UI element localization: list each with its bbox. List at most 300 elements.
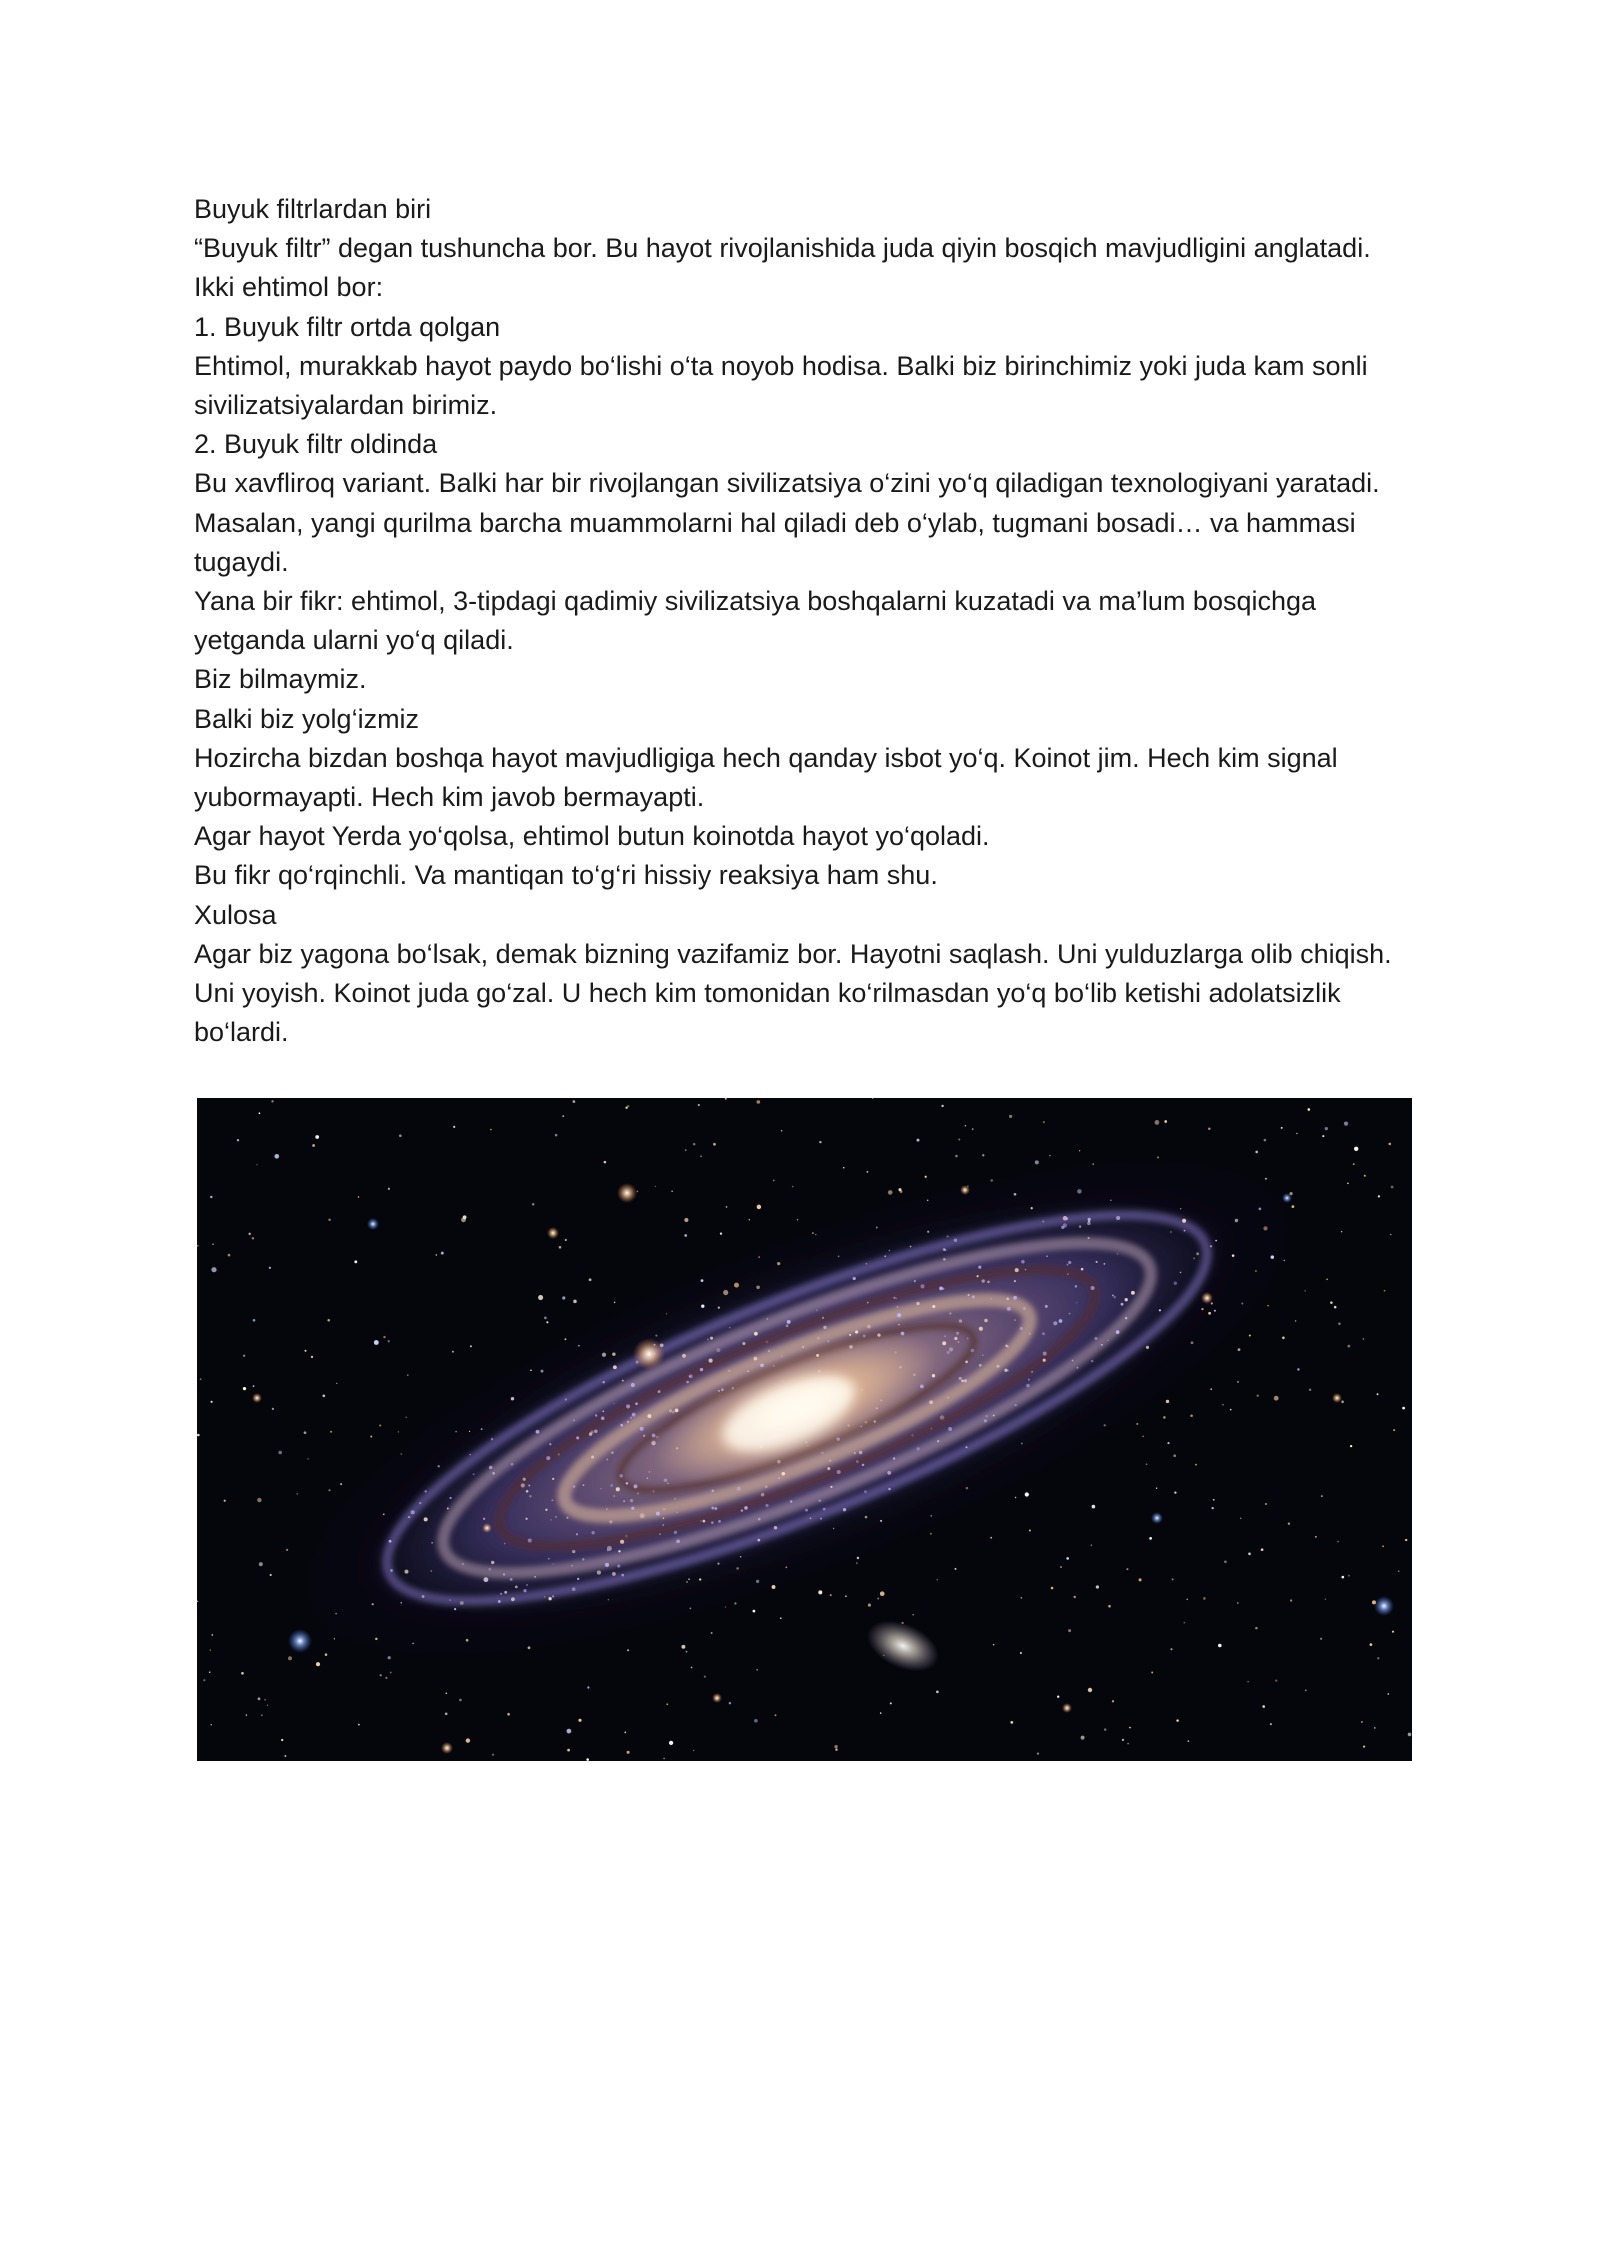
star bbox=[1224, 1561, 1227, 1564]
disc-star bbox=[897, 1313, 901, 1317]
disc-star bbox=[489, 1466, 493, 1470]
star bbox=[1391, 1186, 1394, 1189]
disc-star bbox=[1091, 1360, 1094, 1363]
star bbox=[573, 1300, 577, 1304]
disc-star bbox=[942, 1341, 946, 1345]
disc-star bbox=[816, 1354, 819, 1357]
disc-star bbox=[572, 1587, 576, 1591]
disc-star bbox=[761, 1493, 764, 1496]
star bbox=[565, 1239, 567, 1241]
star bbox=[257, 1498, 261, 1502]
disc-star bbox=[1069, 1313, 1071, 1315]
disc-star bbox=[1023, 1307, 1026, 1310]
star bbox=[559, 1246, 562, 1249]
disc-star bbox=[939, 1287, 943, 1291]
star bbox=[1230, 1409, 1232, 1411]
star bbox=[307, 1458, 308, 1459]
star bbox=[573, 1100, 576, 1103]
star bbox=[446, 1693, 448, 1695]
star bbox=[756, 1100, 760, 1104]
star bbox=[955, 1568, 957, 1570]
disc-star bbox=[548, 1558, 550, 1560]
star bbox=[868, 1604, 871, 1607]
disc-star bbox=[548, 1597, 551, 1600]
star bbox=[589, 1278, 592, 1281]
disc-star bbox=[601, 1416, 605, 1420]
star bbox=[757, 1205, 761, 1209]
star bbox=[197, 1245, 199, 1247]
star bbox=[1364, 1175, 1366, 1177]
star bbox=[274, 1154, 279, 1159]
star bbox=[405, 1417, 406, 1418]
star bbox=[818, 1590, 822, 1594]
star bbox=[684, 1234, 687, 1237]
star bbox=[1020, 1597, 1022, 1599]
disc-star bbox=[721, 1388, 724, 1391]
star bbox=[311, 1356, 313, 1358]
disc-star bbox=[828, 1340, 830, 1342]
star bbox=[1377, 1393, 1379, 1395]
star bbox=[1347, 1182, 1349, 1184]
star bbox=[982, 1154, 984, 1156]
disc-star bbox=[954, 1239, 957, 1242]
star bbox=[1354, 1147, 1358, 1151]
star bbox=[1112, 1700, 1114, 1702]
star bbox=[1091, 1544, 1093, 1546]
star bbox=[507, 1713, 510, 1716]
disc-star bbox=[863, 1335, 866, 1338]
disc-star bbox=[623, 1500, 625, 1502]
star bbox=[578, 1719, 581, 1722]
disc-star bbox=[1067, 1273, 1068, 1274]
star bbox=[544, 1317, 547, 1320]
star bbox=[1307, 1108, 1310, 1111]
disc-star bbox=[1182, 1219, 1186, 1223]
star bbox=[749, 1219, 750, 1220]
star bbox=[328, 1489, 330, 1491]
star bbox=[1088, 1688, 1092, 1692]
star bbox=[436, 1254, 437, 1255]
disc-star bbox=[997, 1365, 1000, 1368]
disc-star bbox=[1020, 1327, 1023, 1330]
star bbox=[209, 1671, 211, 1673]
star bbox=[466, 1738, 470, 1742]
star bbox=[211, 1634, 213, 1636]
disc-star bbox=[591, 1531, 594, 1534]
star bbox=[1015, 1497, 1016, 1498]
star bbox=[1066, 1557, 1069, 1560]
star bbox=[877, 1598, 879, 1600]
star bbox=[1255, 1627, 1257, 1629]
star bbox=[1296, 1133, 1297, 1134]
paragraph: Biz bilmaymiz. bbox=[194, 664, 367, 695]
star bbox=[1174, 1491, 1176, 1493]
star bbox=[461, 1217, 466, 1222]
disc-star bbox=[594, 1430, 598, 1434]
disc-star bbox=[849, 1334, 851, 1336]
star bbox=[459, 1699, 462, 1702]
disc-star bbox=[741, 1509, 743, 1511]
star bbox=[1363, 1338, 1364, 1339]
disc-star bbox=[897, 1306, 899, 1308]
disc-star bbox=[1072, 1360, 1074, 1362]
disc-star bbox=[647, 1414, 651, 1418]
disc-star bbox=[647, 1478, 648, 1479]
star bbox=[261, 1714, 263, 1716]
disc-star bbox=[837, 1470, 841, 1474]
star bbox=[1208, 1128, 1211, 1131]
star bbox=[704, 1676, 706, 1678]
star bbox=[1341, 1401, 1344, 1404]
star bbox=[1009, 1115, 1012, 1118]
disc-star bbox=[1026, 1384, 1029, 1387]
disc-star bbox=[600, 1488, 601, 1489]
disc-star bbox=[612, 1572, 616, 1576]
disc-star bbox=[965, 1446, 967, 1448]
disc-star bbox=[767, 1318, 769, 1320]
star bbox=[304, 1431, 307, 1434]
star bbox=[655, 1186, 656, 1187]
star bbox=[1146, 1463, 1148, 1465]
disc-star bbox=[754, 1332, 758, 1336]
disc-star bbox=[576, 1533, 578, 1535]
star bbox=[1326, 1278, 1328, 1280]
disc-star bbox=[589, 1432, 592, 1435]
star bbox=[305, 1350, 307, 1352]
star bbox=[693, 1143, 695, 1145]
star bbox=[729, 1702, 731, 1704]
disc-star bbox=[1045, 1305, 1048, 1308]
disc-star bbox=[460, 1601, 464, 1605]
star bbox=[1337, 1541, 1339, 1543]
disc-star bbox=[711, 1490, 714, 1493]
star bbox=[538, 1295, 543, 1300]
disc-star bbox=[864, 1490, 867, 1493]
star bbox=[780, 1617, 782, 1619]
star bbox=[1274, 1396, 1279, 1401]
disc-star bbox=[405, 1570, 409, 1574]
star bbox=[669, 1741, 673, 1745]
disc-star bbox=[491, 1438, 493, 1440]
paragraph: Agar hayot Yerda yo‘qolsa, ehtimol butun koinotda hayot yo‘qoladi. bbox=[194, 821, 990, 852]
star bbox=[1029, 1529, 1031, 1531]
star bbox=[237, 1139, 239, 1141]
disc-star bbox=[1116, 1330, 1120, 1334]
star bbox=[1057, 1696, 1059, 1698]
disc-star bbox=[777, 1460, 781, 1464]
star bbox=[1338, 1323, 1341, 1326]
bright-star bbox=[712, 1693, 722, 1703]
disc-star bbox=[1028, 1379, 1030, 1381]
star bbox=[713, 1143, 716, 1146]
star bbox=[532, 1203, 534, 1205]
star bbox=[1129, 1727, 1131, 1729]
star bbox=[197, 1434, 200, 1437]
disc-star bbox=[1079, 1225, 1081, 1227]
star bbox=[941, 1105, 943, 1107]
disc-star bbox=[920, 1385, 924, 1389]
disc-star bbox=[901, 1332, 905, 1336]
star bbox=[390, 1672, 392, 1674]
star bbox=[1393, 1429, 1395, 1431]
disc-star bbox=[675, 1408, 679, 1412]
disc-star bbox=[605, 1563, 609, 1567]
disc-star bbox=[877, 1333, 880, 1336]
star bbox=[587, 1686, 589, 1688]
disc-star bbox=[1146, 1346, 1149, 1349]
star bbox=[452, 1351, 454, 1353]
disc-star bbox=[663, 1517, 665, 1519]
star bbox=[1122, 1739, 1124, 1741]
star bbox=[1218, 1644, 1222, 1648]
star bbox=[315, 1135, 319, 1139]
star bbox=[228, 1254, 231, 1257]
disc-star bbox=[526, 1584, 528, 1586]
disc-star bbox=[860, 1425, 862, 1427]
disc-star bbox=[1117, 1253, 1118, 1254]
star bbox=[567, 1749, 570, 1752]
disc-star bbox=[521, 1483, 525, 1487]
star bbox=[627, 1751, 630, 1754]
disc-star bbox=[389, 1540, 392, 1543]
star bbox=[1010, 1721, 1013, 1724]
star bbox=[880, 1591, 885, 1596]
disc-star bbox=[710, 1337, 713, 1340]
star bbox=[330, 1431, 332, 1433]
disc-star bbox=[867, 1302, 869, 1304]
star bbox=[243, 1355, 245, 1357]
disc-star bbox=[523, 1478, 526, 1481]
disc-star bbox=[821, 1452, 823, 1454]
disc-star bbox=[1065, 1217, 1068, 1220]
disc-star bbox=[827, 1467, 830, 1470]
disc-star bbox=[843, 1508, 846, 1511]
disc-star bbox=[959, 1377, 962, 1380]
star bbox=[269, 1267, 271, 1269]
disc-star bbox=[1075, 1285, 1077, 1287]
star bbox=[1108, 1605, 1111, 1608]
star bbox=[1172, 1578, 1174, 1580]
disc-star bbox=[573, 1485, 575, 1487]
star bbox=[1257, 1395, 1259, 1397]
star bbox=[567, 1729, 572, 1734]
disc-star bbox=[1112, 1294, 1114, 1296]
star bbox=[835, 1749, 837, 1751]
star bbox=[259, 1112, 261, 1114]
disc-star bbox=[837, 1437, 840, 1440]
star bbox=[586, 1758, 589, 1761]
star bbox=[1370, 1643, 1373, 1646]
disc-star bbox=[1193, 1257, 1195, 1259]
disc-star bbox=[978, 1266, 981, 1269]
disc-star bbox=[1095, 1337, 1098, 1340]
disc-star bbox=[676, 1539, 680, 1543]
star bbox=[1387, 1693, 1389, 1695]
star bbox=[830, 1594, 832, 1596]
star bbox=[1363, 1745, 1365, 1747]
star bbox=[492, 1754, 494, 1756]
star bbox=[1096, 1585, 1099, 1588]
paragraph: Ikki ehtimol bor: bbox=[194, 272, 384, 303]
star bbox=[211, 1724, 212, 1725]
bright-star bbox=[1062, 1703, 1072, 1713]
disc-star bbox=[552, 1595, 554, 1597]
star bbox=[1325, 1127, 1328, 1130]
disc-star bbox=[965, 1361, 968, 1364]
disc-star bbox=[893, 1457, 895, 1459]
star bbox=[797, 1219, 798, 1220]
star bbox=[1212, 1507, 1214, 1509]
disc-star bbox=[1021, 1260, 1025, 1264]
paragraph: Hozircha bizdan boshqa hayot mavjudligiga hech qanday isbot yo‘q. Koinot jim. Hech kim signal yubormayapti. Hech kim javob bermayapti. bbox=[194, 742, 1338, 813]
subheading-filter-behind: 1. Buyuk filtr ortda qolgan bbox=[194, 311, 501, 342]
disc-star bbox=[488, 1568, 491, 1571]
star bbox=[1051, 1587, 1054, 1590]
star bbox=[370, 1436, 372, 1438]
star bbox=[203, 1679, 205, 1681]
star bbox=[1037, 1752, 1039, 1754]
disc-star bbox=[972, 1295, 975, 1298]
disc-star bbox=[967, 1338, 969, 1340]
disc-star bbox=[591, 1456, 594, 1459]
disc-star bbox=[621, 1574, 624, 1577]
disc-star bbox=[424, 1517, 428, 1521]
disc-star bbox=[500, 1593, 502, 1595]
star bbox=[224, 1500, 226, 1502]
star bbox=[625, 1107, 627, 1109]
disc-star bbox=[1059, 1319, 1063, 1323]
star bbox=[1342, 1576, 1345, 1579]
heading-alone: Balki biz yolg‘izmiz bbox=[194, 703, 420, 734]
disc-star bbox=[576, 1436, 579, 1439]
bright-satellite bbox=[633, 1338, 665, 1370]
star bbox=[1405, 1539, 1407, 1541]
star bbox=[898, 1188, 901, 1191]
star bbox=[990, 1537, 992, 1539]
disc-star bbox=[853, 1277, 856, 1280]
star bbox=[1384, 1290, 1386, 1292]
star bbox=[965, 1125, 967, 1127]
disc-star bbox=[689, 1376, 691, 1378]
star bbox=[284, 1755, 286, 1757]
disc-star bbox=[430, 1570, 432, 1572]
star bbox=[248, 1233, 250, 1235]
disc-star bbox=[968, 1294, 970, 1296]
star bbox=[700, 1155, 702, 1157]
disc-star bbox=[1063, 1223, 1067, 1227]
star bbox=[1092, 1505, 1096, 1509]
star bbox=[259, 1562, 263, 1566]
star bbox=[684, 1218, 688, 1222]
disc-star bbox=[744, 1506, 748, 1510]
disc-star bbox=[944, 1249, 946, 1251]
star bbox=[322, 1394, 325, 1397]
disc-star bbox=[656, 1512, 660, 1516]
star bbox=[1325, 1599, 1326, 1600]
star bbox=[281, 1739, 283, 1741]
disc-star bbox=[765, 1504, 768, 1507]
star bbox=[917, 1139, 920, 1142]
star bbox=[1195, 1464, 1197, 1466]
star bbox=[1238, 1348, 1241, 1351]
star bbox=[1408, 1733, 1412, 1737]
star bbox=[200, 1378, 202, 1380]
disc-star bbox=[917, 1447, 920, 1450]
disc-star bbox=[555, 1516, 557, 1518]
star bbox=[1170, 1648, 1172, 1650]
star bbox=[328, 1219, 331, 1222]
disc-star bbox=[626, 1404, 630, 1408]
disc-star bbox=[511, 1597, 515, 1601]
disc-star bbox=[984, 1319, 988, 1323]
bright-star bbox=[1201, 1292, 1213, 1304]
disc-star bbox=[954, 1337, 957, 1340]
disc-star bbox=[802, 1346, 804, 1348]
star bbox=[253, 1385, 255, 1387]
star bbox=[1290, 1599, 1292, 1601]
paragraph: Agar biz yagona bo‘lsak, demak bizning vazifamiz bor. Hayotni saqlash. Uni yulduzlarga olib chiqish. Uni yoyish. Koinot juda go‘zal. U hech kim tomonidan ko‘rilmasdan yo‘q bo‘lib ketishi adolatsizlik bo‘lardi. bbox=[194, 938, 1392, 1048]
star bbox=[1139, 1578, 1142, 1581]
disc-star bbox=[1101, 1344, 1103, 1346]
star bbox=[1309, 1389, 1311, 1391]
star bbox=[272, 1408, 274, 1410]
disc-star bbox=[515, 1586, 518, 1589]
disc-star bbox=[483, 1518, 485, 1520]
star bbox=[1151, 1672, 1153, 1674]
disc-star bbox=[511, 1463, 514, 1466]
disc-star bbox=[956, 1332, 959, 1335]
disc-star bbox=[1196, 1252, 1199, 1255]
galaxy-image bbox=[197, 1098, 1412, 1761]
disc-star bbox=[618, 1550, 620, 1552]
disc-star bbox=[718, 1390, 720, 1392]
disc-star bbox=[787, 1320, 791, 1324]
star bbox=[1322, 1135, 1324, 1137]
disc-star bbox=[631, 1383, 635, 1387]
disc-star bbox=[619, 1474, 622, 1477]
star bbox=[1305, 1690, 1307, 1692]
star bbox=[773, 1179, 775, 1181]
star bbox=[663, 1758, 665, 1760]
disc-star bbox=[510, 1578, 513, 1581]
star bbox=[1402, 1407, 1405, 1410]
disc-star bbox=[700, 1368, 703, 1371]
disc-star bbox=[525, 1518, 527, 1520]
disc-star bbox=[658, 1391, 660, 1393]
star bbox=[1163, 1416, 1166, 1419]
disc-star bbox=[634, 1484, 638, 1488]
star bbox=[888, 1190, 893, 1195]
disc-star bbox=[632, 1413, 636, 1417]
star bbox=[453, 1126, 455, 1128]
star bbox=[1288, 1523, 1290, 1525]
star bbox=[693, 1750, 694, 1751]
star bbox=[1104, 1728, 1106, 1730]
disc-star bbox=[774, 1526, 777, 1529]
paragraph: Bu fikr qo‘rqinchli. Va mantiqan to‘g‘ri hissiy reaksiya ham shu. bbox=[194, 860, 938, 891]
star bbox=[327, 1319, 330, 1322]
star bbox=[720, 1232, 722, 1234]
disc-star bbox=[1043, 1359, 1046, 1362]
star bbox=[792, 1186, 794, 1188]
disc-star bbox=[1174, 1282, 1177, 1285]
disc-star bbox=[667, 1483, 668, 1484]
star bbox=[834, 1745, 837, 1748]
star bbox=[258, 1697, 261, 1700]
disc-star bbox=[1116, 1216, 1120, 1220]
star bbox=[210, 1196, 212, 1198]
star bbox=[1295, 1320, 1296, 1321]
